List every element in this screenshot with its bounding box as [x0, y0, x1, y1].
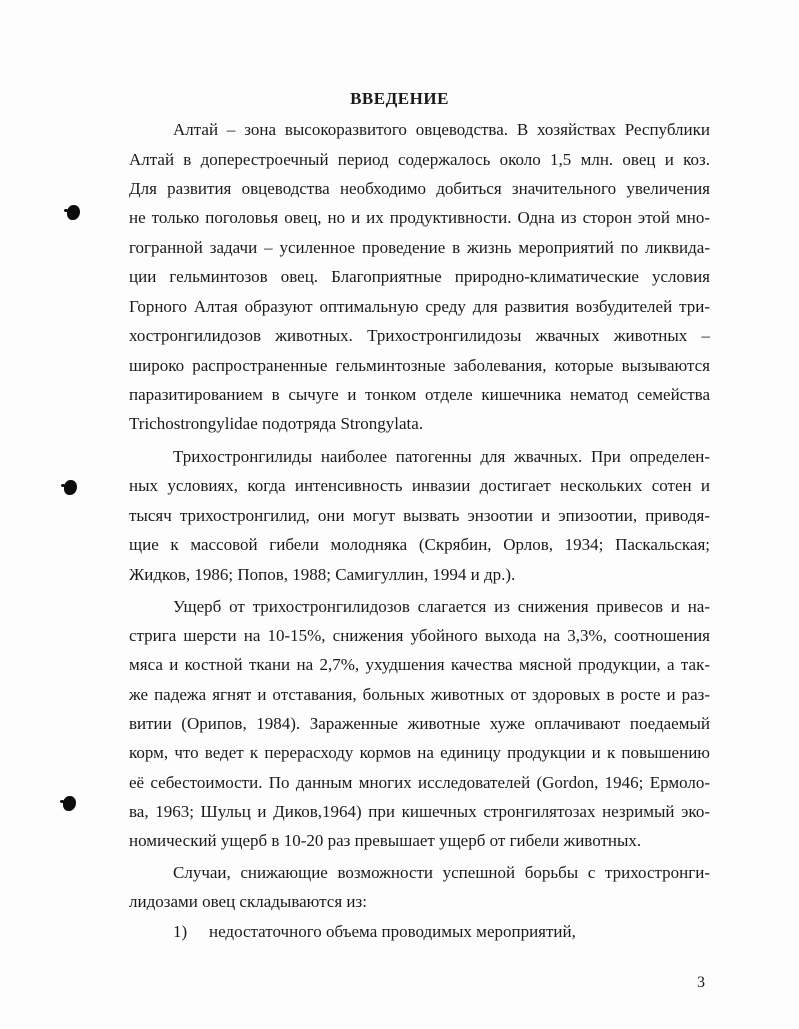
page-number: 3: [697, 974, 705, 991]
list-item: [173, 921, 603, 943]
punch-hole-mark: [64, 480, 77, 495]
paragraph-3-line-3: мяса и костной ткани на 2,7%, ухудшения качества мясной продукции, а так-: [129, 655, 710, 674]
paragraph-3-line-8: ва, 1963; Шульц и Диков,1964) при кишечных стронгилятозах незримый эко-: [129, 802, 710, 821]
paragraph-1-line-6: ции гельминтозов овец. Благоприятные природно-климатические условия: [129, 267, 710, 286]
paragraph-3-line-1: Ущерб от трихостронгилидозов слагается из снижения привесов и на-: [173, 597, 710, 616]
paragraph-3-line-2: стрига шерсти на 10-15%, снижения убойного выхода на 3,3%, соотношения: [129, 626, 710, 645]
paragraph-1-line-5: гогранной задачи – усиленное проведение в жизнь мероприятий по ликвида-: [129, 238, 710, 257]
paragraph-4-line-2: лидозами овец складываются из:: [129, 892, 367, 911]
paragraph-1-line-10: паразитированием в сычуге и тонком отделе кишечника нематод семейства: [129, 385, 710, 404]
paragraph-1-line-4: не только поголовья овец, но и их продуктивности. Одна из сторон этой мно-: [129, 208, 710, 227]
paragraph-4-line-1: Случаи, снижающие возможности успешной борьбы с трихостронги-: [173, 863, 710, 882]
paragraph-3-line-4: же падежа ягнят и отставания, больных животных от здоровых в росте и раз-: [129, 685, 710, 704]
paragraph-3-line-9: номический ущерб в 10-20 раз превышает ущерб от гибели животных.: [129, 831, 642, 850]
paragraph-1-line-2: Алтай в доперестроечный период содержалось около 1,5 млн. овец и коз.: [129, 150, 710, 169]
paragraph-1-line-11: Trichostrongylidae подотряда Strongylata.: [129, 414, 424, 433]
paragraph-3-line-5: витии (Орипов, 1984). Зараженные животные хуже оплачивают поедаемый: [129, 714, 710, 733]
paragraph-1-line-8: хостронгилидозов животных. Трихостронгилидозы жвачных животных –: [129, 326, 710, 345]
list-item-number: 1): [173, 922, 188, 941]
paragraph-3-line-6: корм, что ведет к перерасходу кормов на единицу продукции и к повышению: [129, 743, 710, 762]
paragraph-1-line-9: широко распространенные гельминтозные заболевания, которые вызываются: [129, 356, 710, 375]
paragraph-2-line-5: Жидков, 1986; Попов, 1988; Самигуллин, 1994 и др.).: [129, 565, 516, 584]
punch-hole-mark: [63, 796, 76, 811]
paragraph-2-line-3: тысяч трихостронгилид, они могут вызвать энзоотии и эпизоотии, приводя-: [129, 506, 710, 525]
paragraph-2-line-2: ных условиях, когда интенсивность инвазии достигает нескольких сотен и: [129, 476, 710, 495]
page-title: ВВЕДЕНИЕ: [350, 89, 449, 108]
paragraph-1-line-7: Горного Алтая образуют оптимальную среду для развития возбудителей три-: [129, 297, 710, 316]
paragraph-1-line-3: Для развития овцеводства необходимо добиться значительного увеличения: [129, 179, 710, 198]
list-item-text: недостаточного объема проводимых мероприятий,: [209, 922, 576, 941]
paragraph-1-line-1: Алтай – зона высокоразвитого овцеводства. В хозяйствах Республики: [173, 120, 710, 139]
paragraph-2-line-4: щие к массовой гибели молодняка (Скрябин, Орлов, 1934; Паскальская;: [129, 535, 710, 554]
paragraph-3-line-7: её себестоимости. По данным многих исследователей (Gordon, 1946; Ермоло-: [129, 773, 710, 792]
punch-hole-mark: [67, 205, 80, 220]
paragraph-2-line-1: Трихостронгилиды наиболее патогенны для жвачных. При определен-: [173, 447, 710, 466]
